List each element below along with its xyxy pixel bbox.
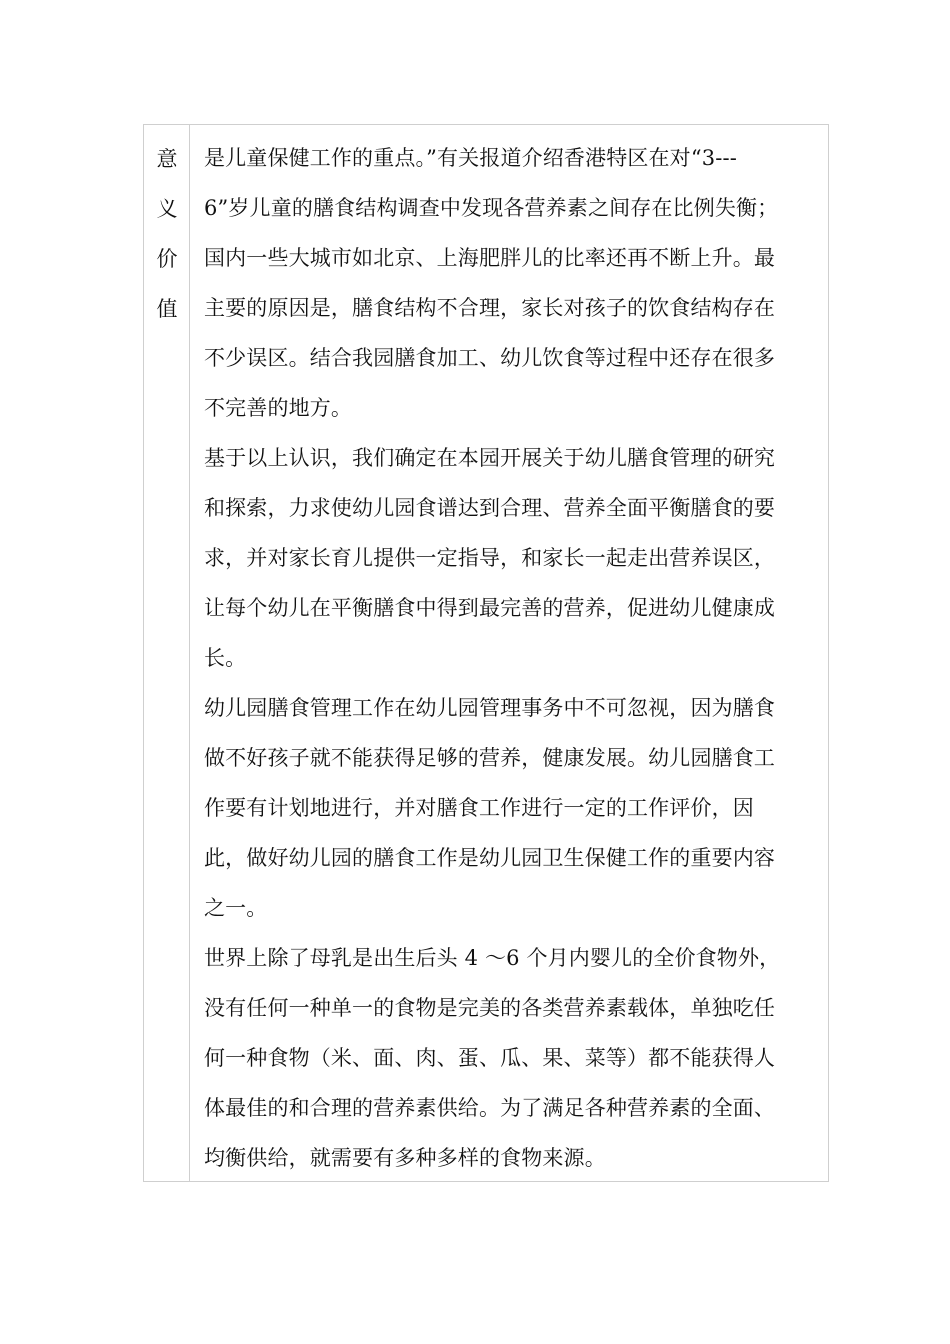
text-line: 作要有计划地进行，并对膳食工作进行一定的工作评价，因 [204,796,754,820]
text-line: 没有任何一种单一的食物是完美的各类营养素载体，单独吃任 [204,996,776,1020]
content-cell [191,125,828,1181]
text-line: 不少误区。结合我园膳食加工、幼儿饮食等过程中还存在很多 [204,346,776,370]
text-line: 均衡供给，就需要有多种多样的食物来源。 [204,1146,606,1170]
text-line: 幼儿园膳食管理工作在幼儿园管理事务中不可忽视，因为膳食 [204,696,776,720]
text-line: 何一种食物（米、面、肉、蛋、瓜、果、菜等）都不能获得人 [204,1046,776,1070]
label-char: 意 [156,147,178,171]
text-line: 之一。 [204,896,268,920]
text-line: 国内一些大城市如北京、上海肥胖儿的比率还再不断上升。最 [204,246,776,270]
text-line: 主要的原因是，膳食结构不合理，家长对孩子的饮食结构存在 [204,296,776,320]
text-line: 此，做好幼儿园的膳食工作是幼儿园卫生保健工作的重要内容 [204,846,776,870]
text-line: 求，并对家长育儿提供一定指导，和家长一起走出营养误区， [204,546,776,570]
content-table [143,124,829,1182]
text-line: 体最佳的和合理的营养素供给。为了满足各种营养素的全面、 [204,1096,776,1120]
label-char: 价 [156,247,178,271]
text-line: 让每个幼儿在平衡膳食中得到最完善的营养，促进幼儿健康成 [204,596,776,620]
text-line: 长。 [204,646,247,670]
text-line: 做不好孩子就不能获得足够的营养，健康发展。幼儿园膳食工 [204,746,776,770]
text-line: 基于以上认识，我们确定在本园开展关于幼儿膳食管理的研究 [204,446,776,470]
text-line: 是儿童保健工作的重点。”有关报道介绍香港特区在对“3--- [204,146,737,170]
text-line: 世界上除了母乳是出生后头 4 ～6 个月内婴儿的全价食物外， [204,946,781,970]
label-char: 值 [156,297,178,321]
label-char: 义 [156,197,178,221]
text-line: 6”岁儿童的膳食结构调查中发现各营养素之间存在比例失衡； [204,196,779,220]
text-line: 不完善的地方。 [204,396,353,420]
label-cell [144,125,190,1181]
text-line: 和探索，力求使幼儿园食谱达到合理、营养全面平衡膳食的要 [204,496,776,520]
